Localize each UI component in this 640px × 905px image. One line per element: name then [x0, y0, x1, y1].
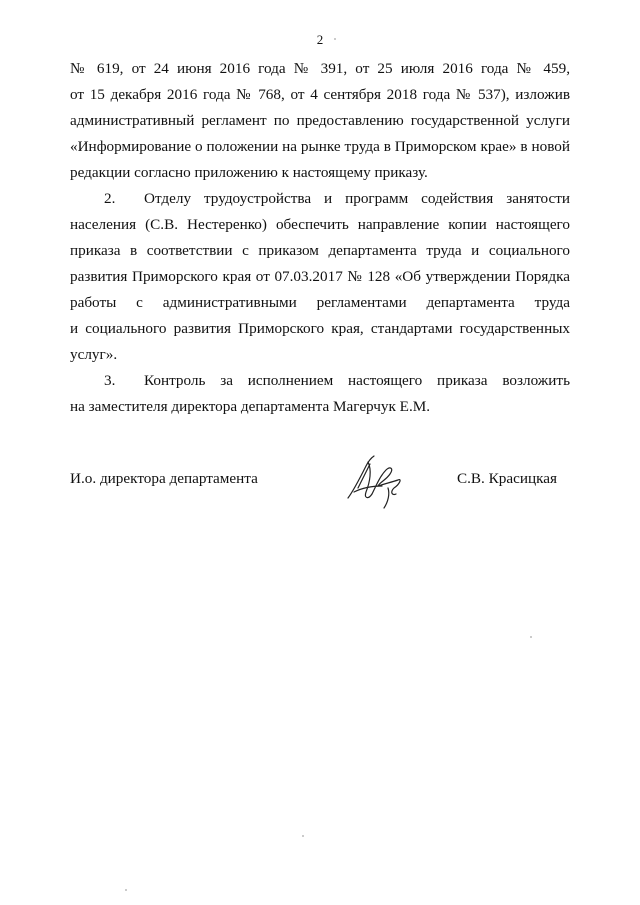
scan-speck	[125, 889, 127, 891]
item-2-first-line	[70, 186, 570, 212]
paragraph-line: административный регламент по предоставлению государственной услуги	[70, 112, 570, 129]
paragraph-line: приказа в соответствии с приказом департамента труда и социального	[70, 242, 570, 259]
paragraph-line: населения (С.В. Нестеренко) обеспечить направление копии настоящего	[70, 216, 570, 233]
paragraph-line: на заместителя директора департамента Магерчук Е.М.	[70, 398, 431, 415]
item-3-first-line	[70, 368, 570, 394]
paragraph-line: и социального развития Приморского края, стандартами государственных	[70, 320, 570, 337]
scan-speck	[334, 38, 336, 40]
handwritten-signature	[344, 452, 410, 512]
item-3-paragraph	[70, 368, 570, 420]
item-3-number: 3.	[104, 372, 116, 389]
signatory-title: И.о. директора департамента	[70, 470, 258, 487]
continuation-paragraph	[70, 56, 570, 186]
item-3-first-text: Контроль за исполнением настоящего приказа возложить	[144, 372, 570, 389]
signatory-name: С.В. Красицкая	[457, 470, 557, 487]
paragraph-line: № 619, от 24 июня 2016 года № 391, от 25 июля 2016 года № 459,	[70, 60, 570, 77]
item-2-number: 2.	[104, 190, 116, 207]
paragraph-line: редакции согласно приложению к настоящему приказу.	[70, 164, 428, 181]
page-number: 2	[316, 32, 324, 47]
paragraph-line: «Информирование о положении на рынке труда в Приморском крае» в новой	[70, 138, 570, 155]
scan-speck	[530, 636, 532, 638]
item-2-paragraph	[70, 186, 570, 368]
paragraph-line: работы с административными регламентами департамента труда	[70, 294, 570, 311]
item-2-first-text: Отделу трудоустройства и программ содействия занятости	[144, 190, 570, 207]
scan-speck	[302, 835, 304, 837]
paragraph-line: развития Приморского края от 07.03.2017 № 128 «Об утверждении Порядка	[70, 268, 570, 285]
paragraph-line: услуг».	[70, 346, 118, 363]
paragraph-line: от 15 декабря 2016 года № 768, от 4 сентября 2018 года № 537), изложив	[70, 86, 570, 103]
